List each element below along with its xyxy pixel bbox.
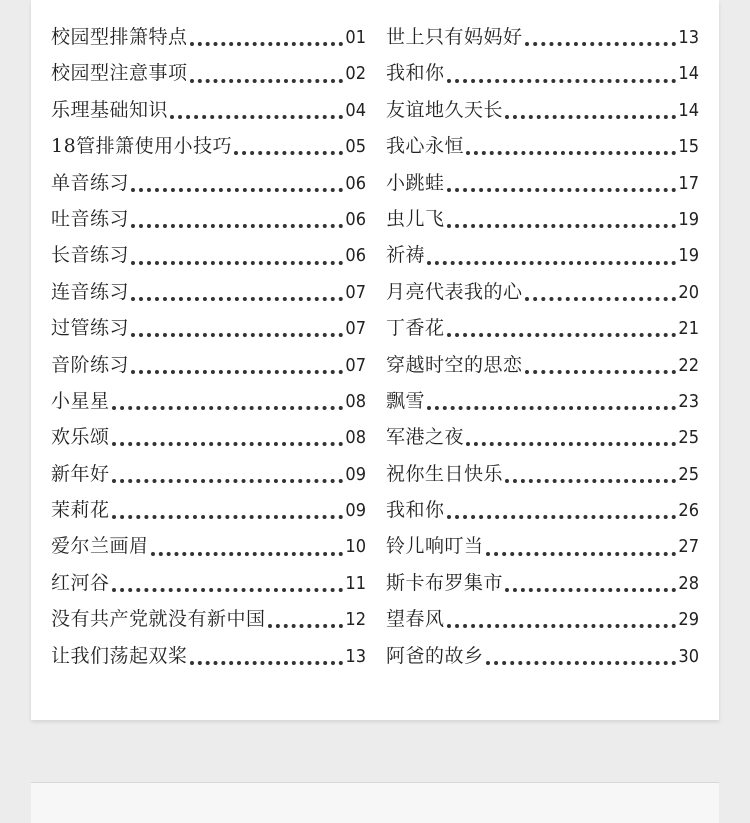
toc-entry-title: 阿爸的故乡	[386, 644, 484, 667]
toc-entry-title: 连音练习	[51, 280, 130, 303]
dot-leader	[234, 151, 343, 155]
dot-leader	[112, 515, 344, 519]
toc-entry-page-number: 05	[345, 136, 366, 158]
toc-entry	[51, 459, 366, 495]
toc-entry-title: 我和你	[386, 62, 445, 85]
dot-leader	[447, 188, 677, 192]
toc-entry-page-number: 07	[345, 354, 366, 376]
toc-entry-title: 丁香花	[386, 317, 445, 340]
toc-entry-page-number: 13	[678, 27, 699, 48]
dot-leader	[131, 261, 343, 265]
dot-leader	[525, 42, 677, 46]
toc-entry-page-number: 09	[345, 500, 366, 522]
toc-entry-title: 虫儿飞	[386, 207, 445, 230]
toc-entry	[386, 459, 699, 495]
dot-leader	[447, 515, 677, 519]
dot-leader	[112, 406, 344, 410]
dot-leader	[525, 297, 677, 301]
toc-entry-title: 飘雪	[386, 389, 426, 412]
toc-entry	[51, 58, 366, 94]
toc-entry-title: 音阶练习	[51, 353, 130, 376]
toc-entry-page-number: 13	[345, 645, 366, 667]
toc-entry-page-number: 19	[678, 208, 699, 230]
dot-leader	[505, 588, 676, 592]
toc-entry	[51, 386, 366, 422]
toc-entry-title: 校园型注意事项	[51, 62, 188, 85]
toc-entry-title: 茉莉花	[51, 499, 110, 522]
toc-entry-title: 单音练习	[51, 171, 130, 194]
toc-entry-page-number: 14	[678, 99, 699, 121]
dot-leader	[427, 406, 676, 410]
toc-entry	[386, 22, 699, 58]
dot-leader	[505, 479, 676, 483]
toc-entry	[51, 204, 366, 240]
toc-entry-page-number: 29	[678, 609, 699, 631]
toc-entry-page-number: 07	[345, 281, 366, 303]
toc-entry-title: 过管练习	[51, 317, 130, 340]
toc-entry-page-number: 08	[345, 427, 366, 449]
dot-leader	[151, 552, 344, 556]
toc-entry-page-number: 23	[678, 390, 699, 412]
toc-entry-title: 世上只有妈妈好	[386, 26, 523, 48]
toc-entry-page-number: 06	[345, 172, 366, 194]
toc-entry-title: 望春风	[386, 608, 445, 631]
dot-leader	[505, 115, 676, 119]
toc-entry-page-number: 20	[678, 281, 699, 303]
dot-leader	[466, 151, 676, 155]
toc-entry-title: 爱尔兰画眉	[51, 535, 149, 558]
dot-leader	[525, 370, 677, 374]
toc-entry-title: 我心永恒	[386, 135, 465, 158]
toc-page	[31, 0, 719, 720]
toc-entry-title: 让我们荡起双桨	[51, 644, 188, 667]
toc-entry	[51, 313, 366, 349]
toc-entry-page-number: 25	[678, 427, 699, 449]
dot-leader	[466, 442, 676, 446]
toc-entry-page-number: 19	[678, 245, 699, 267]
toc-entry-title: 长音练习	[51, 244, 130, 267]
toc-entry	[386, 131, 699, 167]
dot-leader	[131, 188, 343, 192]
next-page-edge	[31, 782, 719, 823]
toc-column-left	[51, 22, 366, 677]
toc-entry-page-number: 06	[345, 245, 366, 267]
toc-entry	[386, 277, 699, 313]
toc-entry	[386, 204, 699, 240]
dot-leader	[131, 224, 343, 228]
toc-entry-page-number: 15	[678, 136, 699, 158]
dot-leader	[131, 370, 343, 374]
toc-entry	[386, 422, 699, 458]
dot-leader	[447, 224, 677, 228]
toc-entry	[386, 168, 699, 204]
toc-entry	[386, 58, 699, 94]
toc-entry	[386, 240, 699, 276]
toc-entry-page-number: 09	[345, 463, 366, 485]
toc-column-right	[386, 22, 699, 677]
toc-entry	[386, 386, 699, 422]
dot-leader	[131, 333, 343, 337]
toc-entry-page-number: 04	[345, 99, 366, 121]
toc-entry-page-number: 28	[678, 572, 699, 594]
toc-entry-title: 友谊地久天长	[386, 98, 504, 121]
dot-leader	[112, 588, 344, 592]
toc-entry-title: 小星星	[51, 389, 110, 412]
dot-leader	[447, 333, 677, 337]
dot-leader	[170, 115, 343, 119]
dot-leader	[190, 79, 344, 83]
toc-entry-title: 铃儿响叮当	[386, 535, 484, 558]
toc-entry-title: 月亮代表我的心	[386, 280, 523, 303]
toc-entry-page-number: 30	[678, 645, 699, 667]
toc-entry	[386, 95, 699, 131]
toc-entry-title: 军港之夜	[386, 426, 465, 449]
toc-entry-page-number: 27	[678, 536, 699, 558]
toc-entry-title: 祈祷	[386, 244, 426, 267]
toc-entry-title: 新年好	[51, 462, 110, 485]
toc-entry-title: 欢乐颂	[51, 426, 110, 449]
toc-entry	[386, 641, 699, 677]
toc-entry	[51, 422, 366, 458]
toc-entry-page-number: 17	[678, 172, 699, 194]
toc-entry	[51, 531, 366, 567]
dot-leader	[112, 479, 344, 483]
toc-entry-page-number: 08	[345, 390, 366, 412]
toc-entry-title: 18管排箫使用小技巧	[51, 135, 233, 158]
dot-leader	[486, 661, 677, 665]
toc-entry	[386, 604, 699, 640]
toc-entry-title: 乐理基础知识	[51, 98, 169, 121]
toc-entry	[51, 641, 366, 677]
dot-leader	[190, 42, 344, 46]
toc-entry-page-number: 25	[678, 463, 699, 485]
dot-leader	[447, 79, 677, 83]
dot-leader	[112, 442, 344, 446]
toc-entry	[51, 168, 366, 204]
toc-entry	[51, 277, 366, 313]
toc-entry	[51, 95, 366, 131]
dot-leader	[268, 624, 344, 628]
toc-entry-title: 穿越时空的思恋	[386, 353, 523, 376]
toc-entry-page-number: 06	[345, 208, 366, 230]
dot-leader	[131, 297, 343, 301]
toc-entry-title: 我和你	[386, 499, 445, 522]
toc-entry-page-number: 10	[345, 536, 366, 558]
toc-entry	[51, 495, 366, 531]
toc-entry-page-number: 21	[678, 318, 699, 340]
toc-entry-title: 祝你生日快乐	[386, 462, 504, 485]
toc-entry-title: 没有共产党就没有新中国	[51, 608, 266, 631]
toc-entry	[51, 604, 366, 640]
toc-entry-page-number: 14	[678, 63, 699, 85]
dot-leader	[486, 552, 677, 556]
toc-entry	[386, 350, 699, 386]
toc-entry	[51, 568, 366, 604]
toc-entry-title: 校园型排箫特点	[51, 26, 188, 48]
toc-entry-page-number: 11	[345, 572, 366, 594]
toc-entry-page-number: 02	[345, 63, 366, 85]
toc-entry	[386, 313, 699, 349]
toc-entry	[386, 568, 699, 604]
toc-entry-page-number: 12	[345, 609, 366, 631]
toc-entry-page-number: 07	[345, 318, 366, 340]
toc-entry	[51, 131, 366, 167]
dot-leader	[427, 261, 676, 265]
toc-entry	[386, 531, 699, 567]
toc-entry-title: 吐音练习	[51, 207, 130, 230]
toc-entry	[51, 240, 366, 276]
toc-entry-page-number: 26	[678, 500, 699, 522]
toc-entry-page-number: 01	[345, 27, 366, 48]
toc-entry-page-number: 22	[678, 354, 699, 376]
toc-entry-title: 斯卡布罗集市	[386, 571, 504, 594]
toc-entry	[51, 22, 366, 58]
toc-entry-title: 红河谷	[51, 571, 110, 594]
toc-entry-title: 小跳蛙	[386, 171, 445, 194]
dot-leader	[190, 661, 344, 665]
dot-leader	[447, 624, 677, 628]
toc-entry	[386, 495, 699, 531]
toc-entry	[51, 350, 366, 386]
